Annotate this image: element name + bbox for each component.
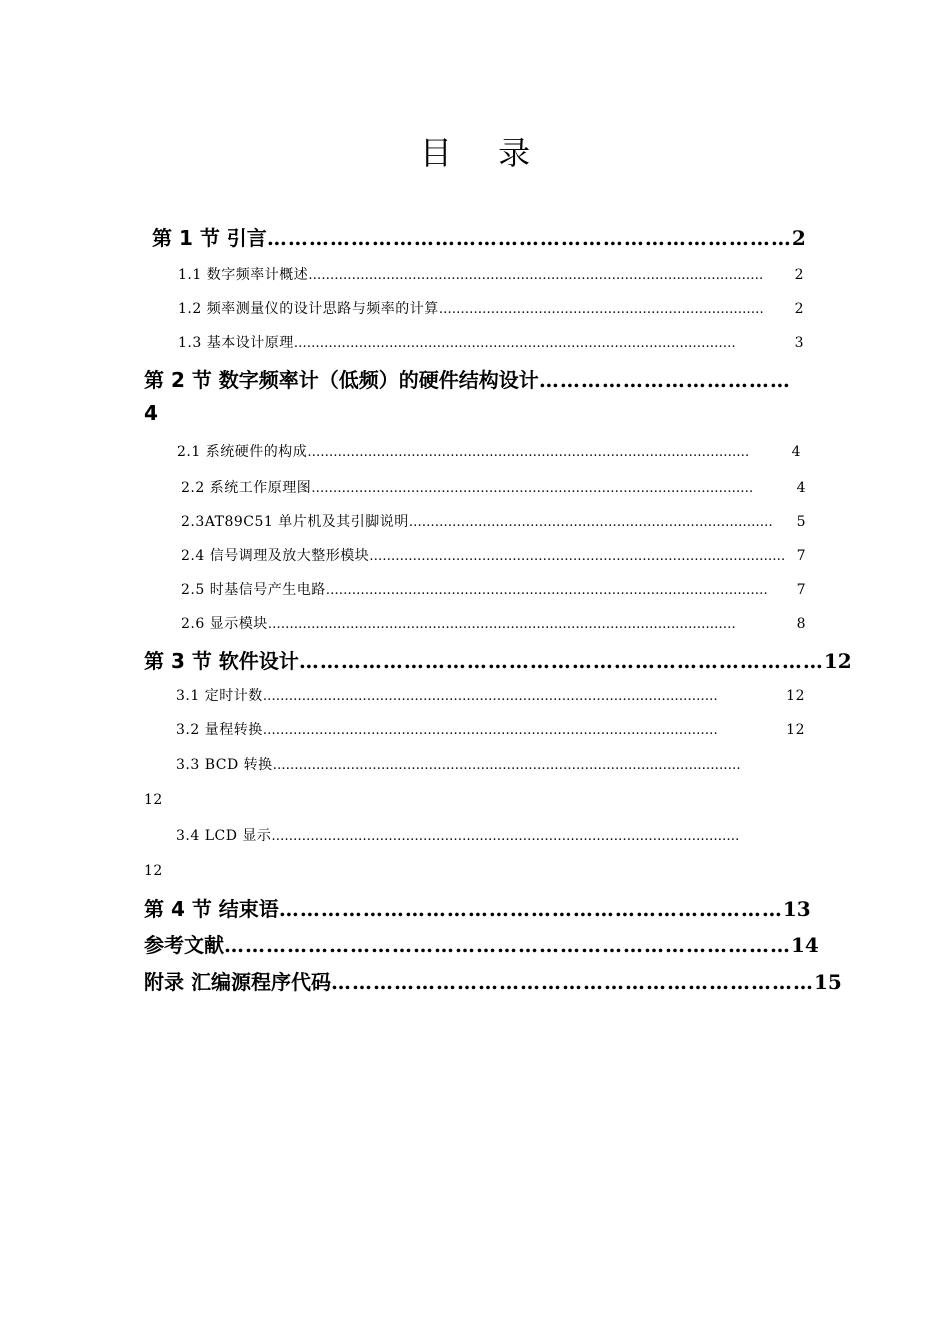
toc-entry-label: 2.4 信号调理及放大整形模块: [181, 548, 370, 564]
toc-entry-label: 第 3 节 软件设计: [144, 649, 299, 673]
toc-page-number: 5: [796, 514, 806, 530]
toc-leader-dots: …………………………………………………………………………………………: [325, 583, 768, 598]
toc-entry-2-4[interactable]: [181, 545, 806, 565]
toc-entry-1-2[interactable]: [178, 298, 804, 318]
toc-leader-dots: …………………………………………………………………………………………: [307, 445, 750, 460]
toc-entry-label: 3.1 定时计数: [176, 688, 263, 704]
toc-entry-chapter-1[interactable]: [152, 222, 806, 251]
toc-leader-dots: …………………………………………………………………: [266, 226, 792, 250]
toc-page-number: 12: [786, 722, 805, 738]
toc-page-number: 7: [796, 582, 806, 598]
toc-page-number: 4: [791, 444, 801, 460]
toc-page-number: 3: [794, 335, 804, 351]
toc-page-number: 15: [813, 970, 842, 994]
toc-entry-2-6[interactable]: [181, 613, 806, 633]
toc-page-number: 2: [794, 301, 804, 317]
toc-entry-label: 3.3 BCD 转换: [176, 757, 273, 773]
toc-entry-3-1[interactable]: [176, 685, 805, 705]
toc-leader-dots: ………………………………………………………………………: [224, 933, 791, 957]
toc-entry-label: 第 2 节 数字频率计（低频）的硬件结构设计: [144, 368, 539, 392]
toc-page-number: 4: [796, 480, 806, 496]
toc-page-number: 12: [786, 688, 805, 704]
toc-leader-dots: ………………………………………………………………: [278, 897, 783, 921]
toc-leader-dots: ……………………………………………………………………………………………: [262, 689, 718, 704]
toc-leader-dots: ……………………………………………………………………………………: [369, 549, 786, 564]
toc-entry-label: 参考文献: [144, 933, 224, 957]
toc-entry-3-4[interactable]: [176, 825, 805, 845]
toc-page-number: 2: [794, 267, 804, 283]
toc-entry-label: 3.2 量程转换: [176, 722, 263, 738]
toc-entry-label: 3.4 LCD 显示: [176, 828, 272, 844]
toc-entry-references[interactable]: [144, 929, 819, 958]
toc-entry-label: 第 1 节 引言: [152, 226, 267, 250]
toc-leader-dots: ………………………………………………………………………………………………: [267, 617, 736, 632]
toc-page-number: 8: [796, 616, 806, 632]
toc-leader-dots: ……………………………………………………………………………………………: [262, 723, 718, 738]
toc-entry-2-1[interactable]: [177, 441, 801, 461]
toc-entry-label: 2.5 时基信号产生电路: [181, 582, 326, 598]
toc-entry-label: 附录 汇编源程序代码: [144, 970, 331, 994]
toc-entry-chapter-4[interactable]: [144, 893, 811, 922]
toc-entry-2-2[interactable]: [181, 477, 806, 497]
toc-leader-dots: ………………………………………………………………………………………………: [271, 829, 740, 844]
toc-entry-label: 2.6 显示模块: [181, 616, 268, 632]
toc-entry-chapter-3[interactable]: [144, 645, 852, 674]
toc-page-number: 2: [791, 226, 806, 250]
toc-page-number: 13: [782, 897, 811, 921]
toc-leader-dots: …………………………………………………………………………: [408, 515, 773, 530]
toc-page-number: 12: [144, 863, 163, 879]
toc-entry-label: 第 4 节 结束语: [144, 897, 279, 921]
toc-entry-3-3[interactable]: [176, 754, 805, 774]
toc-title: 目 录: [419, 134, 549, 172]
toc-page-number: 12: [144, 792, 163, 808]
toc-leader-dots: …………………………………………………………………: [298, 649, 824, 673]
toc-leader-dots: ……………………………………………………………: [330, 970, 814, 994]
toc-page-number: 14: [791, 933, 819, 957]
toc-leader-dots: ………………………………………………………………………………………………: [272, 758, 741, 773]
toc-entry-chapter-2[interactable]: [144, 364, 804, 393]
toc-entry-appendix[interactable]: [144, 966, 842, 995]
toc-entry-3-2[interactable]: [176, 719, 805, 739]
toc-entry-label: 2.2 系统工作原理图: [181, 480, 312, 496]
toc-leader-dots: …………………………………………………………………: [438, 302, 764, 317]
toc-entry-label: 2.1 系统硬件的构成: [177, 444, 308, 460]
toc-leader-dots: ………………………………: [538, 368, 791, 392]
toc-entry-1-3[interactable]: [178, 332, 804, 352]
toc-page-number: 7: [796, 548, 806, 564]
toc-page-number: 4: [144, 401, 158, 425]
toc-entry-2-5[interactable]: [181, 579, 806, 599]
toc-leader-dots: …………………………………………………………………………………………: [311, 481, 754, 496]
toc-entry-label: 1.3 基本设计原理: [178, 335, 294, 351]
toc-entry-label: 2.3AT89C51 单片机及其引脚说明: [181, 514, 409, 530]
toc-leader-dots: …………………………………………………………………………………………: [293, 336, 736, 351]
toc-entry-2-3[interactable]: [181, 511, 806, 531]
toc-entry-1-1[interactable]: [178, 264, 804, 284]
toc-entry-label: 1.1 数字频率计概述: [178, 267, 309, 283]
toc-page-number: 12: [823, 649, 852, 673]
toc-leader-dots: ……………………………………………………………………………………………: [308, 268, 764, 283]
toc-entry-label: 1.2 频率测量仪的设计思路与频率的计算: [178, 301, 439, 317]
